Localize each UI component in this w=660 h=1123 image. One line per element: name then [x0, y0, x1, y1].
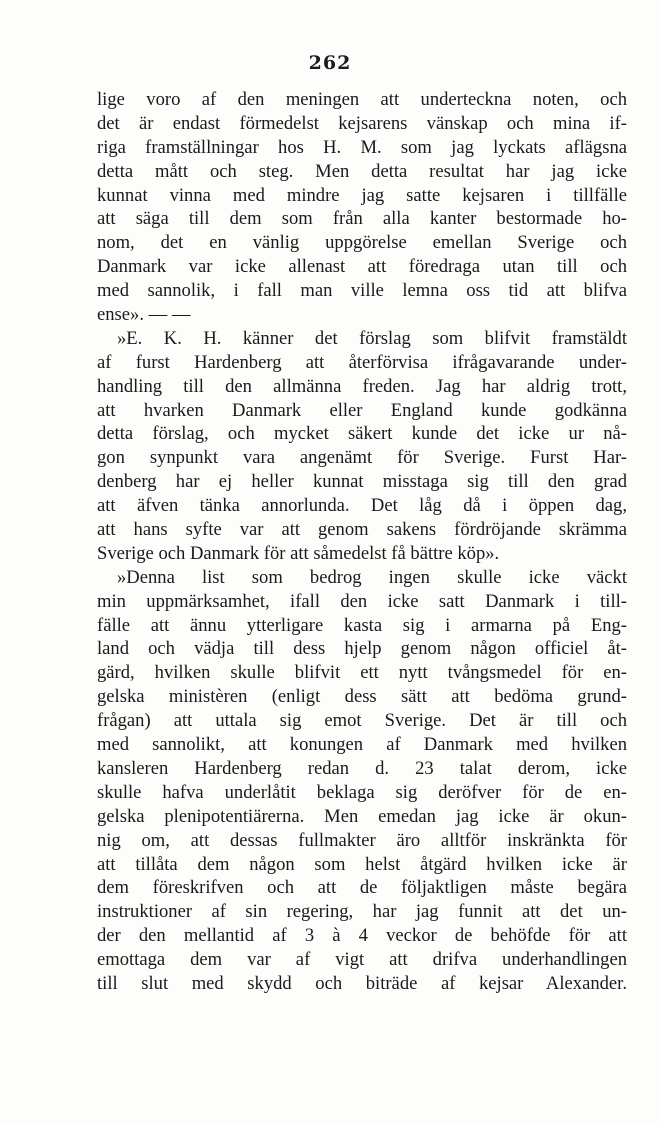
page-number: 262 [308, 52, 352, 74]
text-line: riga framställningar hos H. M. som jag lyckats aflägsna [97, 136, 627, 158]
text-line: dem föreskrifven och att de följaktligen måste begära [97, 877, 627, 899]
text-line: detta mått och steg. Men detta resultat har jag icke [97, 160, 627, 182]
text-line: instruktioner af sin regering, har jag funnit att det un- [97, 901, 627, 923]
text-line: skulle hafva underlåtit beklaga sig deröfver för de en- [97, 781, 627, 803]
text-line: till slut med skydd och biträde af kejsar Alexander. [97, 972, 627, 994]
text-line: med sannolikt, att konungen af Danmark med hvilken [97, 734, 627, 756]
text-line: frågan) att uttala sig emot Sverige. Det är till och [97, 710, 627, 732]
paragraph-end-line: ense». — — [97, 304, 191, 326]
text-line: emottaga dem var af vigt att drifva underhandlingen [97, 949, 627, 971]
text-line: nom, det en vänlig uppgörelse emellan Sverige och [97, 232, 627, 254]
text-line: att hvarken Danmark eller England kunde godkänna [97, 399, 627, 421]
text-line: der den mellantid af 3 à 4 veckor de behöfde för att [97, 925, 627, 947]
text-line: det är endast förmedelst kejsarens vänskap och mina if- [97, 112, 627, 134]
text-line: kansleren Hardenberg redan d. 23 talat derom, icke [97, 757, 627, 779]
text-line: att säga till dem som från alla kanter bestormade ho- [97, 208, 627, 230]
text-line: Danmark var icke allenast att föredraga utan till och [97, 256, 627, 278]
text-line: handling till den allmänna freden. Jag har aldrig trott, [97, 375, 627, 397]
text-line: lige voro af den meningen att underteckna noten, och [97, 89, 627, 110]
text-line: att tillåta dem någon som helst åtgärd hvilken icke är [97, 853, 627, 875]
text-line: gärd, hvilken skulle blifvit ett nytt tvångsmedel för en- [97, 662, 627, 684]
text-line: fälle att ännu ytterligare kasta sig i armarna på Eng- [97, 614, 627, 636]
text-line: gon synpunkt vara angenämt för Sverige. Furst Har- [97, 447, 627, 469]
body-text [97, 88, 627, 996]
text-line: af furst Hardenberg att återförvisa ifrågavarande under- [97, 351, 627, 373]
text-line: detta förslag, och mycket säkert kunde det icke ur nå- [97, 423, 627, 445]
text-line: nig om, att dessas fullmakter äro alltför inskränkta för [97, 829, 627, 851]
text-line: kunnat vinna med mindre jag satte kejsaren i tillfälle [97, 184, 627, 206]
text-line: med sannolik, i fall man ville lemna oss tid att blifva [97, 280, 627, 302]
paragraph-start-line: »E. K. H. känner det förslag som blifvit framstäldt [117, 327, 627, 349]
text-line: land och vädja till dess hjelp genom någon officiel åt- [97, 638, 627, 660]
text-line: denberg har ej heller kunnat misstaga sig till den grad [97, 471, 627, 493]
text-line: att hans syfte var att genom sakens fördröjande skrämma [97, 519, 627, 541]
text-line: att äfven tänka annorlunda. Det låg då i öppen dag, [97, 495, 627, 517]
text-line: min uppmärksamhet, ifall den icke satt Danmark i till- [97, 590, 627, 612]
paragraph-start-line: »Denna list som bedrog ingen skulle icke väckt [117, 566, 627, 588]
text-line: gelska plenipotentiärerna. Men emedan jag icke är okun- [97, 805, 627, 827]
text-line: gelska ministèren (enligt dess sätt att bedöma grund- [97, 686, 627, 708]
paragraph-end-line: Sverige och Danmark för att såmedelst få bättre köp». [97, 542, 500, 564]
